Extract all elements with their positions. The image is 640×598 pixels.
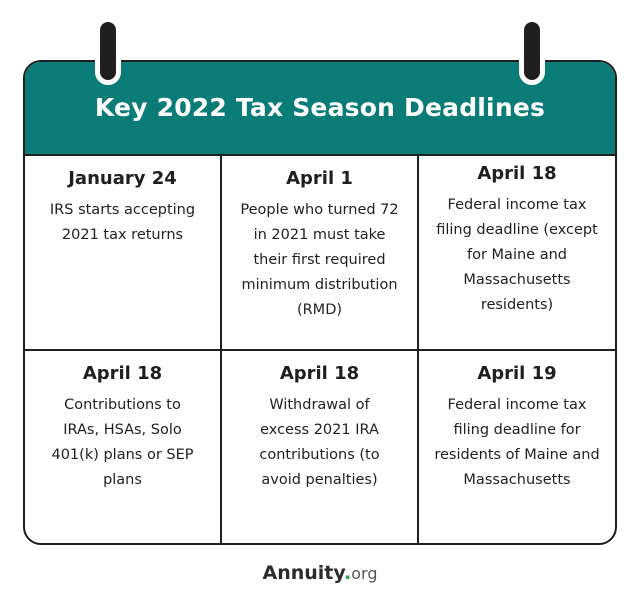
deadline-description: Federal income tax filing deadline (except for Maine and Massachusetts residents)	[436, 197, 598, 313]
page-title: Key 2022 Tax Season Deadlines	[94, 92, 546, 122]
deadline-cell-january-24	[25, 156, 222, 351]
deadline-cell-april-1	[222, 156, 419, 351]
brand-logo	[0, 560, 640, 587]
deadline-grid	[25, 156, 615, 543]
deadline-description: Contributions to IRAs, HSAs, Solo 401(k) plans or SEP plans	[51, 397, 194, 488]
deadline-date: April 1	[286, 168, 353, 189]
brand-name: Annuity	[262, 562, 345, 584]
deadline-date: April 18	[82, 363, 163, 384]
deadline-date: April 18	[279, 363, 360, 384]
brand-tld: org	[351, 564, 378, 583]
deadline-description: Withdrawal of excess 2021 IRA contributions (to avoid penalties)	[259, 397, 380, 488]
calendar-card	[23, 60, 617, 545]
deadline-cell-april-18-withdrawal	[222, 351, 419, 543]
deadline-description: IRS starts accepting 2021 tax returns	[49, 202, 196, 243]
deadline-date: January 24	[68, 168, 177, 189]
deadline-cell-april-18-federal	[419, 156, 615, 351]
brand-dot: .	[344, 562, 352, 584]
deadline-date: April 19	[477, 363, 557, 384]
calendar-ring-left	[95, 17, 121, 85]
deadline-date: April 18	[477, 163, 557, 184]
deadline-cell-april-19	[419, 351, 615, 543]
calendar-ring-right	[519, 17, 545, 85]
deadline-description: People who turned 72 in 2021 must take their first required minimum distribution (RMD)	[240, 202, 399, 318]
deadline-cell-april-18-contributions	[25, 351, 222, 543]
deadline-description: Federal income tax filing deadline for residents of Maine and Massachusetts	[434, 397, 600, 488]
